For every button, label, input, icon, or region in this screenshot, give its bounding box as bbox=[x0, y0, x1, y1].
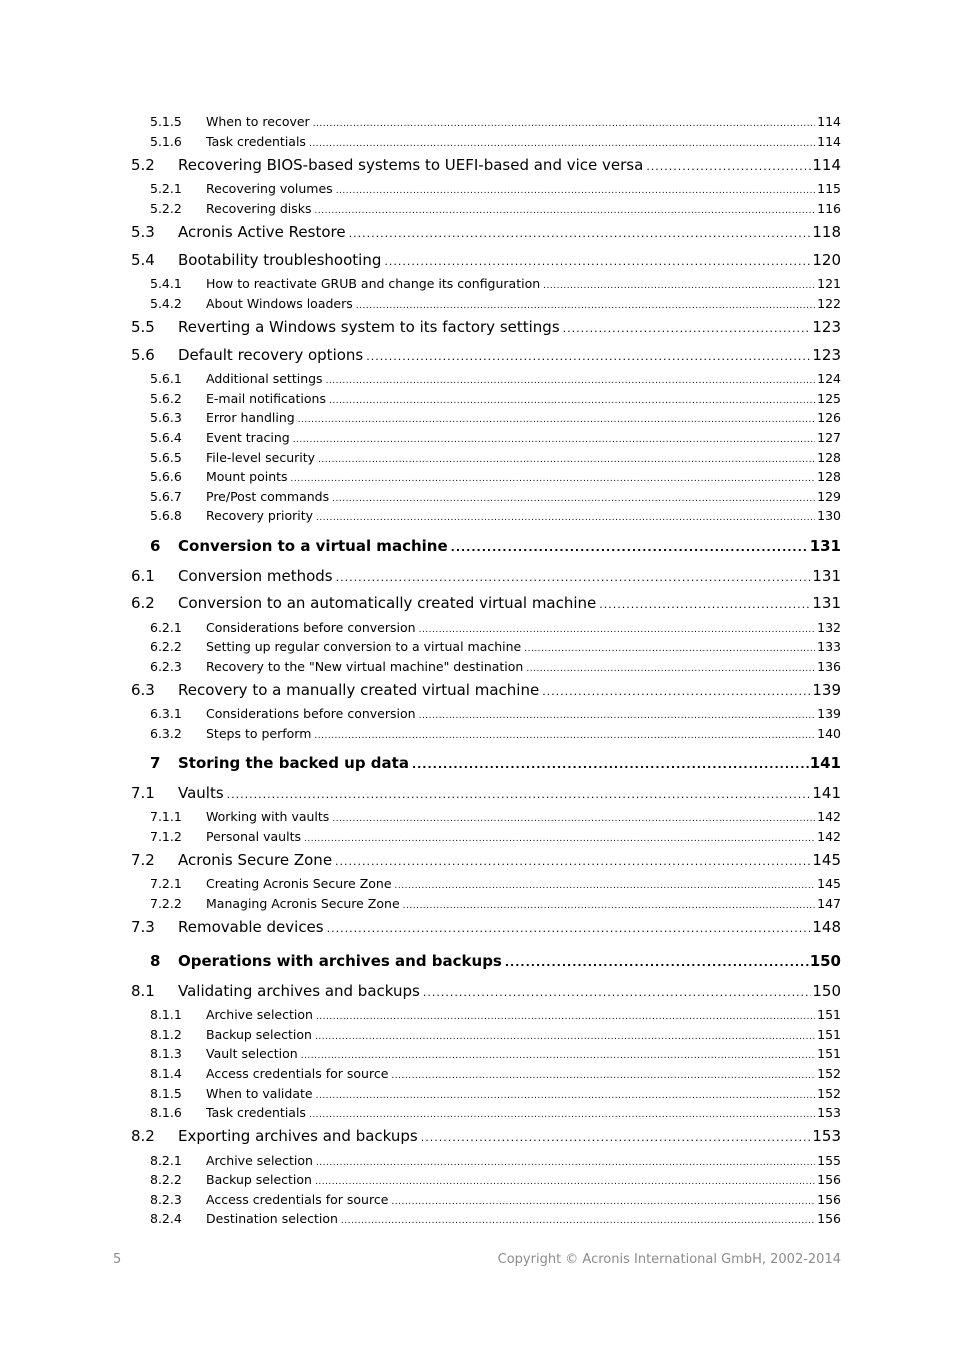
toc-entry-number: 5.2.2 bbox=[150, 201, 182, 216]
toc-entry-number: 6.2.1 bbox=[150, 620, 182, 635]
toc-entry-number: 8.1.4 bbox=[150, 1066, 182, 1081]
toc-entry-title: Recovery to the "New virtual machine" destination bbox=[206, 659, 524, 674]
toc-entry-title: Conversion methods bbox=[178, 567, 333, 585]
toc-entry-number: 6.2 bbox=[131, 594, 155, 612]
toc-entry-title: Destination selection bbox=[206, 1211, 338, 1226]
dot-leader bbox=[366, 350, 811, 363]
toc-entry-number: 8.1.5 bbox=[150, 1086, 182, 1101]
toc-entry-number: 8.2.2 bbox=[150, 1172, 182, 1187]
toc-entry-number: 8.1.1 bbox=[150, 1007, 182, 1022]
toc-entry-title: Personal vaults bbox=[206, 829, 301, 844]
toc-entry-page: 150 bbox=[809, 952, 841, 970]
toc-entry-line bbox=[206, 489, 841, 504]
toc-entry-title: Storing the backed up data bbox=[178, 754, 409, 772]
toc-entry-page: 123 bbox=[812, 346, 841, 364]
toc-entry-line bbox=[206, 726, 841, 741]
toc-entry-number: 6 bbox=[150, 537, 161, 555]
toc-entry-title: Access credentials for source bbox=[206, 1192, 389, 1207]
dot-leader bbox=[335, 855, 811, 868]
dot-leader bbox=[291, 474, 816, 484]
toc-entry-title: Managing Acronis Secure Zone bbox=[206, 896, 400, 911]
toc-entry-page: 115 bbox=[817, 181, 841, 196]
toc-entry-title: Conversion to a virtual machine bbox=[178, 537, 448, 555]
toc-entry-number: 7.2 bbox=[131, 851, 155, 869]
toc-entry-title: About Windows loaders bbox=[206, 296, 353, 311]
dot-leader bbox=[293, 435, 815, 445]
dot-leader bbox=[384, 255, 811, 268]
toc-entry-title: Validating archives and backups bbox=[178, 982, 420, 1000]
toc-entry-line bbox=[178, 952, 841, 970]
toc-entry-number: 5.6.5 bbox=[150, 450, 182, 465]
toc-entry-line bbox=[206, 876, 841, 891]
toc-entry-number: 5.4.1 bbox=[150, 276, 182, 291]
toc-entry-number: 6.2.3 bbox=[150, 659, 182, 674]
toc-entry-page: 142 bbox=[817, 829, 841, 844]
toc-entry-line bbox=[206, 1172, 841, 1187]
dot-leader bbox=[543, 281, 815, 291]
toc-entry-number: 6.3.2 bbox=[150, 726, 182, 741]
toc-entry-title: Removable devices bbox=[178, 918, 324, 936]
toc-entry-title: Pre/Post commands bbox=[206, 489, 330, 504]
dot-leader bbox=[391, 1071, 815, 1081]
toc-entry-page: 132 bbox=[817, 620, 841, 635]
toc-entry-number: 7.1.1 bbox=[150, 809, 182, 824]
toc-entry-number: 7.2.2 bbox=[150, 896, 182, 911]
toc-entry-line bbox=[178, 223, 841, 241]
toc-entry-line bbox=[206, 1086, 841, 1101]
toc-entry-page: 140 bbox=[817, 726, 841, 741]
toc-entry-number: 8.2.1 bbox=[150, 1153, 182, 1168]
toc-entry-title: Operations with archives and backups bbox=[178, 952, 502, 970]
dot-leader bbox=[309, 139, 815, 149]
toc-entry-line bbox=[206, 1066, 841, 1081]
toc-entry-line bbox=[206, 201, 841, 216]
toc-entry-line bbox=[206, 296, 841, 311]
toc-entry-line bbox=[206, 114, 841, 129]
dot-leader bbox=[526, 664, 815, 674]
toc-entry-title: Vault selection bbox=[206, 1046, 298, 1061]
dot-leader bbox=[524, 644, 815, 654]
toc-entry-number: 5.6.2 bbox=[150, 391, 182, 406]
toc-entry-number: 7.3 bbox=[131, 918, 155, 936]
toc-entry-line bbox=[206, 1007, 841, 1022]
toc-entry-line bbox=[206, 508, 841, 523]
toc-entry-title: Reverting a Windows system to its factory settings bbox=[178, 318, 560, 336]
toc-entry-line bbox=[178, 918, 841, 936]
toc-entry-title: Exporting archives and backups bbox=[178, 1127, 418, 1145]
dot-leader bbox=[336, 186, 815, 196]
toc-entry-title: Setting up regular conversion to a virtual machine bbox=[206, 639, 522, 654]
toc-entry-page: 124 bbox=[817, 371, 841, 386]
toc-entry-number: 8.2.3 bbox=[150, 1192, 182, 1207]
toc-entry-line bbox=[178, 346, 841, 364]
toc-entry-page: 153 bbox=[817, 1105, 841, 1120]
toc-entry-number: 5.5 bbox=[131, 318, 155, 336]
toc-entry-page: 125 bbox=[817, 391, 841, 406]
toc-entry-number: 5.6 bbox=[131, 346, 155, 364]
dot-leader bbox=[313, 119, 815, 129]
toc-entry-number: 8.1.6 bbox=[150, 1105, 182, 1120]
dot-leader bbox=[329, 396, 815, 406]
toc-entry-page: 139 bbox=[817, 706, 841, 721]
dot-leader bbox=[332, 814, 815, 824]
toc-entry-title: Task credentials bbox=[206, 1105, 306, 1120]
toc-entry-line bbox=[206, 450, 841, 465]
toc-entry-number: 8.1.2 bbox=[150, 1027, 182, 1042]
dot-leader bbox=[341, 1216, 815, 1226]
toc-entry-title: Additional settings bbox=[206, 371, 323, 386]
dot-leader bbox=[309, 1110, 815, 1120]
dot-leader bbox=[421, 1131, 812, 1144]
toc-entry-title: Working with vaults bbox=[206, 809, 330, 824]
footer-page-number: 5 bbox=[113, 1252, 122, 1267]
dot-leader bbox=[395, 881, 816, 891]
toc-entry-page: 150 bbox=[812, 982, 841, 1000]
toc-entry-title: Recovering BIOS-based systems to UEFI-based and vice versa bbox=[178, 156, 644, 174]
toc-entry-page: 156 bbox=[817, 1211, 841, 1226]
dot-leader bbox=[314, 731, 815, 741]
toc-entry-page: 145 bbox=[817, 876, 841, 891]
toc-entry-number: 7.1.2 bbox=[150, 829, 182, 844]
dot-leader bbox=[316, 1158, 815, 1168]
dot-leader bbox=[315, 1032, 815, 1042]
toc-entry-number: 5.2 bbox=[131, 156, 155, 174]
toc-entry-number: 5.4 bbox=[131, 251, 155, 269]
toc-entry-page: 127 bbox=[817, 430, 841, 445]
toc-entry-number: 5.6.3 bbox=[150, 410, 182, 425]
toc-entry-line bbox=[178, 156, 841, 174]
toc-entry-page: 152 bbox=[817, 1066, 841, 1081]
toc-entry-number: 5.6.6 bbox=[150, 469, 182, 484]
toc-entry-title: Considerations before conversion bbox=[206, 706, 416, 721]
toc-entry-line bbox=[206, 639, 841, 654]
toc-entry-number: 5.6.4 bbox=[150, 430, 182, 445]
dot-leader bbox=[332, 494, 815, 504]
dot-leader bbox=[316, 1012, 815, 1022]
dot-leader bbox=[403, 901, 816, 911]
toc-entry-line bbox=[178, 754, 841, 772]
toc-entry-title: Event tracing bbox=[206, 430, 290, 445]
toc-entry-line bbox=[178, 537, 841, 555]
toc-entry-page: 114 bbox=[812, 156, 841, 174]
toc-entry-title: Recovery priority bbox=[206, 508, 314, 523]
toc-entry-page: 118 bbox=[812, 223, 841, 241]
toc-entry-title: Acronis Secure Zone bbox=[178, 851, 333, 869]
toc-entry-number: 7.1 bbox=[131, 784, 155, 802]
toc-entry-page: 131 bbox=[812, 594, 841, 612]
toc-entry-title: Archive selection bbox=[206, 1007, 313, 1022]
toc-entry-title: Backup selection bbox=[206, 1172, 312, 1187]
toc-entry-page: 130 bbox=[817, 508, 841, 523]
dot-leader bbox=[336, 571, 812, 584]
toc-entry-line bbox=[206, 1027, 841, 1042]
toc-entry-page: 126 bbox=[817, 410, 841, 425]
toc-entry-line bbox=[178, 594, 841, 612]
toc-entry-page: 148 bbox=[812, 918, 841, 936]
toc-entry-page: 147 bbox=[817, 896, 841, 911]
toc-entry-number: 5.6.1 bbox=[150, 371, 182, 386]
toc-entry-page: 142 bbox=[817, 809, 841, 824]
toc-entry-title: Backup selection bbox=[206, 1027, 312, 1042]
toc-entry-line bbox=[178, 318, 841, 336]
toc-entry-line bbox=[206, 659, 841, 674]
dot-leader bbox=[542, 685, 811, 698]
toc-entry-line bbox=[178, 784, 841, 802]
toc-entry-title: Mount points bbox=[206, 469, 288, 484]
toc-entry-page: 131 bbox=[809, 537, 841, 555]
toc-entry-line bbox=[178, 251, 841, 269]
toc-entry-title: Archive selection bbox=[206, 1153, 313, 1168]
dot-leader bbox=[327, 922, 812, 935]
dot-leader bbox=[304, 834, 815, 844]
toc-entry-number: 8.2 bbox=[131, 1127, 155, 1145]
toc-entry-number: 5.3 bbox=[131, 223, 155, 241]
dot-leader bbox=[316, 513, 815, 523]
toc-entry-title: Steps to perform bbox=[206, 726, 312, 741]
toc-entry-title: Access credentials for source bbox=[206, 1066, 389, 1081]
dot-leader bbox=[451, 541, 809, 554]
toc-entry-line bbox=[178, 982, 841, 1000]
toc-entry-title: File-level security bbox=[206, 450, 316, 465]
toc-entry-title: When to recover bbox=[206, 114, 310, 129]
toc-entry-title: Recovering volumes bbox=[206, 181, 333, 196]
dot-leader bbox=[227, 788, 812, 801]
toc-entry-title: When to validate bbox=[206, 1086, 313, 1101]
toc-entry-title: Default recovery options bbox=[178, 346, 364, 364]
toc-entry-number: 6.3.1 bbox=[150, 706, 182, 721]
toc-entry-page: 131 bbox=[812, 567, 841, 585]
toc-entry-page: 151 bbox=[817, 1027, 841, 1042]
toc-entry-number: 8.1.3 bbox=[150, 1046, 182, 1061]
toc-entry-title: Bootability troubleshooting bbox=[178, 251, 382, 269]
toc-entry-line bbox=[206, 276, 841, 291]
toc-entry-line bbox=[178, 567, 841, 585]
dot-leader bbox=[391, 1197, 815, 1207]
toc-entry-page: 141 bbox=[812, 784, 841, 802]
toc-entry-page: 128 bbox=[817, 469, 841, 484]
dot-leader bbox=[505, 956, 809, 969]
toc-entry-number: 7 bbox=[150, 754, 161, 772]
toc-entry-page: 156 bbox=[817, 1192, 841, 1207]
toc-entry-title: Acronis Active Restore bbox=[178, 223, 346, 241]
toc-entry-title: How to reactivate GRUB and change its configuration bbox=[206, 276, 541, 291]
toc-entry-line bbox=[178, 681, 841, 699]
dot-leader bbox=[301, 1051, 815, 1061]
dot-leader bbox=[349, 227, 812, 240]
footer-copyright: Copyright © Acronis International GmbH, 2002-2014 bbox=[497, 1252, 841, 1267]
toc-entry-number: 6.2.2 bbox=[150, 639, 182, 654]
toc-entry-number: 8.2.4 bbox=[150, 1211, 182, 1226]
toc-entry-line bbox=[206, 181, 841, 196]
toc-entry-title: Recovering disks bbox=[206, 201, 312, 216]
toc-entry-page: 145 bbox=[812, 851, 841, 869]
dot-leader bbox=[356, 301, 815, 311]
toc-entry-page: 133 bbox=[817, 639, 841, 654]
toc-entry-page: 152 bbox=[817, 1086, 841, 1101]
toc-entry-line bbox=[206, 1105, 841, 1120]
toc-entry-number: 6.1 bbox=[131, 567, 155, 585]
toc-entry-page: 151 bbox=[817, 1007, 841, 1022]
toc-entry-line bbox=[206, 829, 841, 844]
dot-leader bbox=[316, 1091, 816, 1101]
dot-leader bbox=[315, 1177, 815, 1187]
toc-entry-page: 114 bbox=[817, 114, 841, 129]
toc-entry-page: 114 bbox=[817, 134, 841, 149]
dot-leader bbox=[315, 206, 816, 216]
toc-entry-number: 5.1.6 bbox=[150, 134, 182, 149]
dot-leader bbox=[646, 160, 811, 173]
toc-entry-title: Conversion to an automatically created virtual machine bbox=[178, 594, 597, 612]
dot-leader bbox=[412, 758, 809, 771]
toc-entry-line bbox=[206, 706, 841, 721]
toc-entry-line bbox=[206, 430, 841, 445]
dot-leader bbox=[563, 322, 812, 335]
toc-entry-line bbox=[206, 134, 841, 149]
toc-entry-number: 5.4.2 bbox=[150, 296, 182, 311]
toc-entry-line bbox=[206, 391, 841, 406]
toc-entry-number: 6.3 bbox=[131, 681, 155, 699]
toc-entry-page: 116 bbox=[817, 201, 841, 216]
toc-entry-line bbox=[206, 896, 841, 911]
toc-entry-line bbox=[206, 410, 841, 425]
toc-entry-page: 136 bbox=[817, 659, 841, 674]
dot-leader bbox=[318, 455, 815, 465]
toc-entry-number: 8.1 bbox=[131, 982, 155, 1000]
toc-entry-line bbox=[178, 1127, 841, 1145]
toc-entry-page: 120 bbox=[812, 251, 841, 269]
toc-entry-title: E-mail notifications bbox=[206, 391, 326, 406]
toc-entry-page: 129 bbox=[817, 489, 841, 504]
toc-entry-line bbox=[206, 1046, 841, 1061]
toc-entry-page: 141 bbox=[809, 754, 841, 772]
toc-entry-line bbox=[206, 1153, 841, 1168]
toc-entry-number: 5.1.5 bbox=[150, 114, 182, 129]
toc-entry-line bbox=[206, 1211, 841, 1226]
toc-entry-page: 121 bbox=[817, 276, 841, 291]
toc-entry-page: 122 bbox=[817, 296, 841, 311]
toc-entry-page: 128 bbox=[817, 450, 841, 465]
toc-entry-title: Considerations before conversion bbox=[206, 620, 416, 635]
dot-leader bbox=[423, 986, 812, 999]
toc-entry-title: Vaults bbox=[178, 784, 224, 802]
dot-leader bbox=[419, 625, 816, 635]
toc-entry-page: 151 bbox=[817, 1046, 841, 1061]
toc-entry-number: 7.2.1 bbox=[150, 876, 182, 891]
dot-leader bbox=[419, 711, 816, 721]
toc-entry-number: 5.6.7 bbox=[150, 489, 182, 504]
toc-entry-page: 139 bbox=[812, 681, 841, 699]
toc-entry-page: 153 bbox=[812, 1127, 841, 1145]
toc-entry-line bbox=[206, 371, 841, 386]
toc-entry-line bbox=[178, 851, 841, 869]
toc-entry-page: 156 bbox=[817, 1172, 841, 1187]
toc-entry-line bbox=[206, 620, 841, 635]
dot-leader bbox=[326, 376, 816, 386]
dot-leader bbox=[599, 598, 811, 611]
toc-entry-page: 155 bbox=[817, 1153, 841, 1168]
toc-entry-line bbox=[206, 1192, 841, 1207]
toc-entry-title: Creating Acronis Secure Zone bbox=[206, 876, 392, 891]
toc-entry-title: Error handling bbox=[206, 410, 295, 425]
toc-entry-title: Recovery to a manually created virtual machine bbox=[178, 681, 540, 699]
toc-entry-line bbox=[206, 469, 841, 484]
toc-entry-page: 123 bbox=[812, 318, 841, 336]
toc-entry-number: 5.2.1 bbox=[150, 181, 182, 196]
dot-leader bbox=[298, 415, 815, 425]
toc-entry-number: 5.6.8 bbox=[150, 508, 182, 523]
toc-entry-title: Task credentials bbox=[206, 134, 306, 149]
toc-entry-line bbox=[206, 809, 841, 824]
toc-entry-number: 8 bbox=[150, 952, 161, 970]
